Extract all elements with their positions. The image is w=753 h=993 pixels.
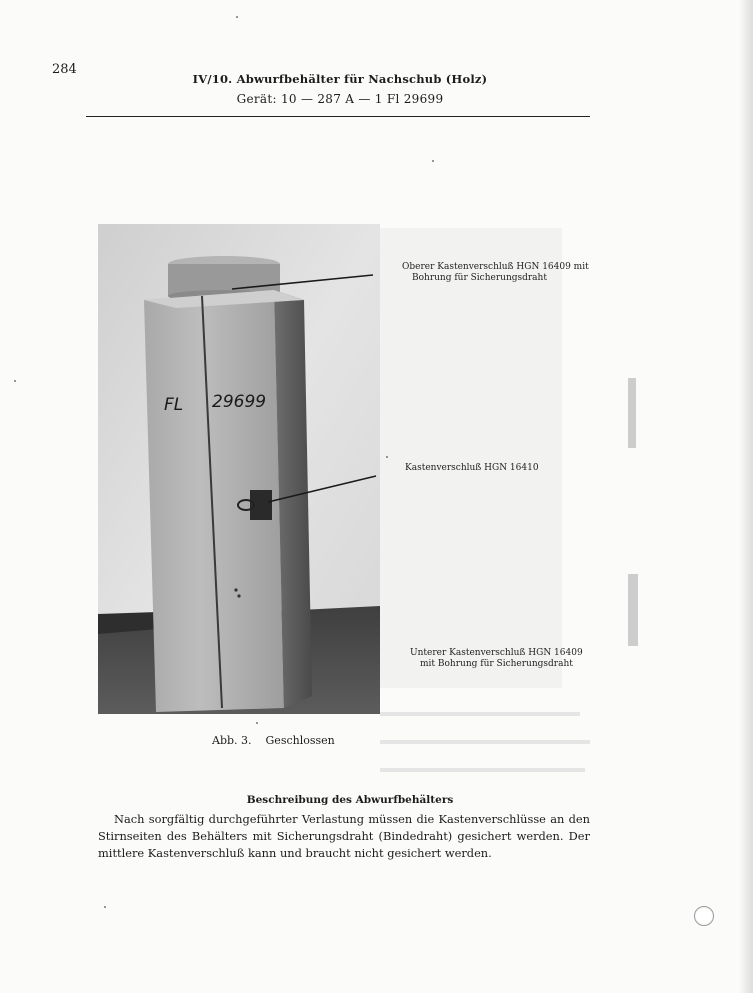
container-marking-number: 29699 — [212, 392, 267, 412]
scan-speck — [432, 160, 434, 162]
scan-speck — [236, 16, 238, 18]
callout-lower-lock-line2: mit Bohrung für Sicherungsdraht — [420, 659, 573, 669]
scan-speck — [256, 722, 258, 724]
section-heading: Beschreibung des Abwurfbehälters — [246, 794, 454, 806]
scan-speck — [104, 906, 106, 908]
page-number: 284 — [52, 62, 77, 77]
callout-lower-lock-line1: Unterer Kastenverschluß HGN 16409 — [410, 648, 583, 658]
callout-upper-lock-line2: Bohrung für Sicherungsdraht — [412, 273, 547, 283]
callout-middle-lock: Kastenverschluß HGN 16410 — [405, 463, 539, 473]
header-subtitle: Gerät: 10 — 287 A — 1 Fl 29699 — [236, 92, 444, 106]
leader-line-middle — [268, 476, 376, 502]
leader-line-top — [232, 275, 373, 289]
callout-upper-lock-line1: Oberer Kastenverschluß HGN 16409 mit — [402, 262, 589, 272]
scan-speck — [386, 456, 388, 458]
header-title: IV/10. Abwurfbehälter für Nachschub (Holz) — [192, 72, 488, 86]
figure-caption-label: Abb. 3. — [212, 734, 252, 747]
container-marking-prefix: FL — [164, 395, 184, 415]
description-paragraph: Nach sorgfältig durchgeführter Verlastung müssen die Kastenverschlüsse an den Stirnseiten des Behälters mit Sicherungsdraht (Bindedraht) gesichert werden. Der mittlere Kastenverschluß kann und braucht nicht gesichert werden. — [98, 812, 590, 860]
callout-lower-lock — [410, 648, 583, 670]
figure-caption — [212, 734, 335, 747]
callout-upper-lock — [402, 262, 589, 284]
scan-speck — [14, 380, 16, 382]
figure-caption-text: Geschlossen — [265, 734, 335, 747]
punch-hole-mark — [694, 906, 714, 926]
description-body — [98, 811, 590, 862]
